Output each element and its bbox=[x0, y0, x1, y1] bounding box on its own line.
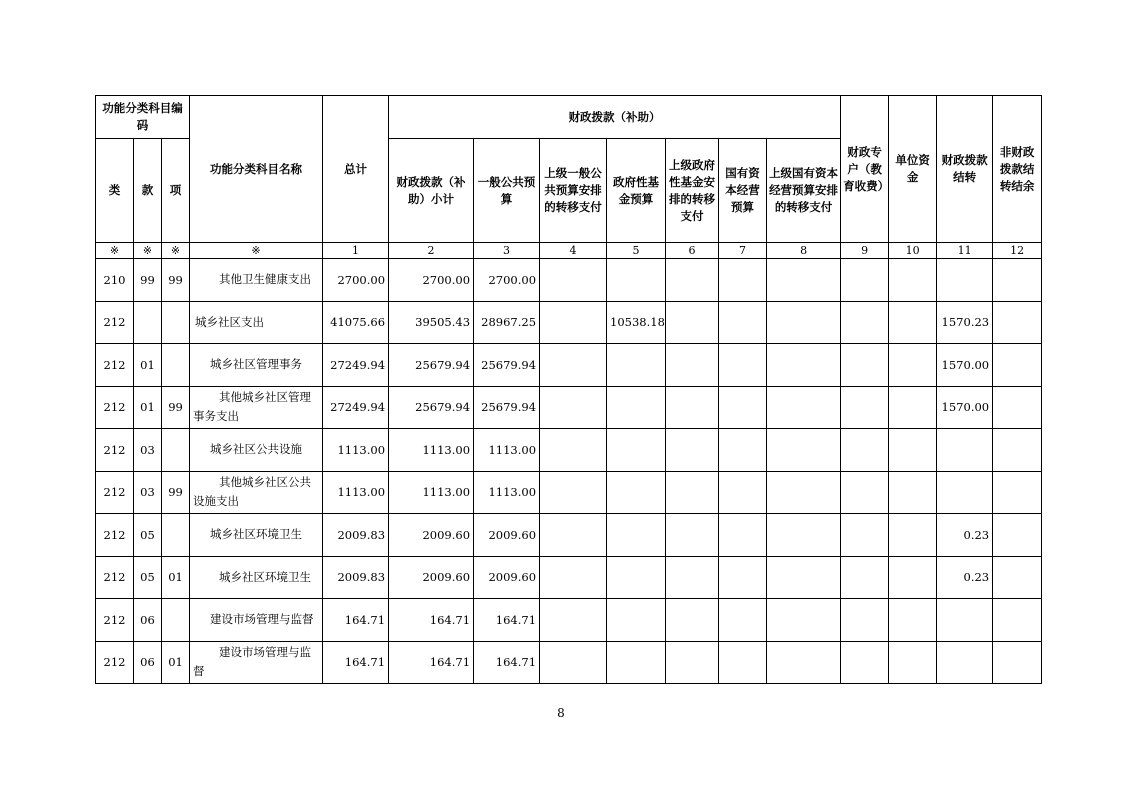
cell-name: 其他卫生健康支出 bbox=[190, 259, 323, 302]
column-number-cell: ※ bbox=[134, 243, 162, 259]
cell-c8 bbox=[767, 556, 841, 599]
cell-xiang: 99 bbox=[162, 259, 190, 302]
cell-xiang: 01 bbox=[162, 641, 190, 684]
cell-kuan: 06 bbox=[134, 641, 162, 684]
cell-fiscal-subtotal: 25679.94 bbox=[389, 344, 474, 387]
cell-c6 bbox=[666, 514, 719, 557]
cell-c10 bbox=[889, 344, 937, 387]
table-row bbox=[96, 641, 1042, 684]
cell-c8 bbox=[767, 301, 841, 344]
cell-gov-fund: 10538.18 bbox=[607, 301, 666, 344]
cell-c6 bbox=[666, 599, 719, 642]
cell-c9 bbox=[841, 301, 889, 344]
column-number-cell: 1 bbox=[323, 243, 389, 259]
cell-name: 城乡社区支出 bbox=[190, 301, 323, 344]
cell-c10 bbox=[889, 641, 937, 684]
cell-fiscal-carryover: 1570.23 bbox=[937, 301, 993, 344]
header-col9: 财政专户（教育收费） bbox=[841, 96, 889, 243]
cell-xiang bbox=[162, 429, 190, 472]
cell-lei: 212 bbox=[96, 514, 134, 557]
cell-fiscal-carryover: 1570.00 bbox=[937, 386, 993, 429]
table-body bbox=[96, 259, 1042, 684]
cell-gov-fund bbox=[607, 386, 666, 429]
cell-c12 bbox=[993, 259, 1042, 302]
cell-total: 164.71 bbox=[323, 599, 389, 642]
cell-general-budget: 1113.00 bbox=[474, 471, 540, 514]
cell-c8 bbox=[767, 344, 841, 387]
header-col7: 国有资本经营预算 bbox=[719, 139, 767, 243]
cell-fiscal-subtotal: 25679.94 bbox=[389, 386, 474, 429]
cell-total: 1113.00 bbox=[323, 429, 389, 472]
cell-c7 bbox=[719, 301, 767, 344]
cell-fiscal-carryover bbox=[937, 599, 993, 642]
cell-c12 bbox=[993, 514, 1042, 557]
table-row bbox=[96, 471, 1042, 514]
header-col5: 政府性基金预算 bbox=[607, 139, 666, 243]
cell-kuan: 03 bbox=[134, 429, 162, 472]
cell-c4 bbox=[540, 514, 607, 557]
cell-c12 bbox=[993, 556, 1042, 599]
table-row bbox=[96, 514, 1042, 557]
header-col3: 一般公共预算 bbox=[474, 139, 540, 243]
cell-kuan: 05 bbox=[134, 556, 162, 599]
cell-c12 bbox=[993, 599, 1042, 642]
cell-c10 bbox=[889, 471, 937, 514]
cell-c9 bbox=[841, 386, 889, 429]
cell-c4 bbox=[540, 344, 607, 387]
column-number-cell: 8 bbox=[767, 243, 841, 259]
cell-gov-fund bbox=[607, 514, 666, 557]
cell-xiang: 99 bbox=[162, 471, 190, 514]
cell-c10 bbox=[889, 556, 937, 599]
header-total: 总计 bbox=[323, 96, 389, 243]
header-func-code: 功能分类科目编码 bbox=[96, 96, 190, 139]
cell-kuan: 06 bbox=[134, 599, 162, 642]
header-func-name: 功能分类科目名称 bbox=[190, 96, 323, 243]
cell-fiscal-subtotal: 164.71 bbox=[389, 599, 474, 642]
cell-c4 bbox=[540, 641, 607, 684]
column-number-cell: ※ bbox=[96, 243, 134, 259]
cell-lei: 212 bbox=[96, 386, 134, 429]
cell-kuan: 01 bbox=[134, 344, 162, 387]
cell-c6 bbox=[666, 386, 719, 429]
cell-c7 bbox=[719, 429, 767, 472]
cell-c10 bbox=[889, 259, 937, 302]
table-row bbox=[96, 429, 1042, 472]
cell-lei: 212 bbox=[96, 599, 134, 642]
header-col10: 单位资金 bbox=[889, 96, 937, 243]
cell-gov-fund bbox=[607, 429, 666, 472]
cell-c6 bbox=[666, 344, 719, 387]
cell-c4 bbox=[540, 429, 607, 472]
cell-lei: 212 bbox=[96, 344, 134, 387]
cell-fiscal-subtotal: 2009.60 bbox=[389, 556, 474, 599]
cell-xiang bbox=[162, 301, 190, 344]
cell-c8 bbox=[767, 386, 841, 429]
cell-xiang bbox=[162, 344, 190, 387]
cell-c9 bbox=[841, 471, 889, 514]
cell-c6 bbox=[666, 429, 719, 472]
cell-c12 bbox=[993, 301, 1042, 344]
cell-kuan: 01 bbox=[134, 386, 162, 429]
cell-c4 bbox=[540, 386, 607, 429]
column-number-cell: ※ bbox=[190, 243, 323, 259]
cell-c12 bbox=[993, 471, 1042, 514]
cell-lei: 212 bbox=[96, 429, 134, 472]
header-xiang: 项 bbox=[162, 139, 190, 243]
cell-gov-fund bbox=[607, 641, 666, 684]
cell-fiscal-carryover: 0.23 bbox=[937, 514, 993, 557]
cell-c10 bbox=[889, 514, 937, 557]
cell-lei: 212 bbox=[96, 556, 134, 599]
header-col4: 上级一般公共预算安排的转移支付 bbox=[540, 139, 607, 243]
cell-c8 bbox=[767, 599, 841, 642]
cell-general-budget: 25679.94 bbox=[474, 344, 540, 387]
cell-total: 41075.66 bbox=[323, 301, 389, 344]
cell-c12 bbox=[993, 344, 1042, 387]
cell-kuan: 99 bbox=[134, 259, 162, 302]
cell-gov-fund bbox=[607, 599, 666, 642]
cell-c7 bbox=[719, 514, 767, 557]
cell-name: 城乡社区环境卫生 bbox=[190, 514, 323, 557]
column-number-cell: 11 bbox=[937, 243, 993, 259]
cell-fiscal-carryover bbox=[937, 259, 993, 302]
cell-kuan bbox=[134, 301, 162, 344]
cell-c9 bbox=[841, 429, 889, 472]
column-number-cell: 7 bbox=[719, 243, 767, 259]
column-number-cell: 5 bbox=[607, 243, 666, 259]
cell-c8 bbox=[767, 259, 841, 302]
column-number-row bbox=[96, 243, 1042, 259]
cell-general-budget: 164.71 bbox=[474, 641, 540, 684]
cell-c4 bbox=[540, 599, 607, 642]
cell-gov-fund bbox=[607, 344, 666, 387]
cell-c4 bbox=[540, 556, 607, 599]
table-row bbox=[96, 556, 1042, 599]
budget-expenditure-table bbox=[95, 95, 1042, 684]
cell-general-budget: 25679.94 bbox=[474, 386, 540, 429]
header-col2: 财政拨款（补助）小计 bbox=[389, 139, 474, 243]
cell-c12 bbox=[993, 429, 1042, 472]
cell-c10 bbox=[889, 301, 937, 344]
cell-xiang: 01 bbox=[162, 556, 190, 599]
column-number-cell: 9 bbox=[841, 243, 889, 259]
cell-total: 1113.00 bbox=[323, 471, 389, 514]
cell-xiang bbox=[162, 599, 190, 642]
cell-c9 bbox=[841, 641, 889, 684]
cell-general-budget: 28967.25 bbox=[474, 301, 540, 344]
cell-c8 bbox=[767, 471, 841, 514]
cell-c7 bbox=[719, 259, 767, 302]
cell-c8 bbox=[767, 429, 841, 472]
cell-fiscal-carryover: 0.23 bbox=[937, 556, 993, 599]
cell-total: 27249.94 bbox=[323, 386, 389, 429]
cell-c12 bbox=[993, 641, 1042, 684]
cell-total: 27249.94 bbox=[323, 344, 389, 387]
cell-c6 bbox=[666, 556, 719, 599]
cell-c7 bbox=[719, 556, 767, 599]
header-col12: 非财政拨款结转结余 bbox=[993, 96, 1042, 243]
cell-c4 bbox=[540, 259, 607, 302]
page-number: 8 bbox=[557, 706, 565, 720]
cell-lei: 212 bbox=[96, 641, 134, 684]
cell-c9 bbox=[841, 344, 889, 387]
header-col6: 上级政府性基金安排的转移支付 bbox=[666, 139, 719, 243]
column-number-cell: ※ bbox=[162, 243, 190, 259]
header-row-1 bbox=[96, 96, 1042, 139]
cell-fiscal-subtotal: 39505.43 bbox=[389, 301, 474, 344]
cell-c6 bbox=[666, 259, 719, 302]
cell-c9 bbox=[841, 599, 889, 642]
cell-general-budget: 2009.60 bbox=[474, 514, 540, 557]
cell-name: 建设市场管理与监督 bbox=[190, 599, 323, 642]
cell-total: 2700.00 bbox=[323, 259, 389, 302]
column-number-cell: 2 bbox=[389, 243, 474, 259]
cell-c8 bbox=[767, 641, 841, 684]
cell-total: 2009.83 bbox=[323, 514, 389, 557]
cell-lei: 212 bbox=[96, 301, 134, 344]
cell-c12 bbox=[993, 386, 1042, 429]
cell-xiang bbox=[162, 514, 190, 557]
cell-c7 bbox=[719, 599, 767, 642]
cell-c9 bbox=[841, 556, 889, 599]
cell-fiscal-carryover bbox=[937, 471, 993, 514]
cell-fiscal-subtotal: 2700.00 bbox=[389, 259, 474, 302]
cell-fiscal-subtotal: 164.71 bbox=[389, 641, 474, 684]
table-row bbox=[96, 344, 1042, 387]
cell-xiang: 99 bbox=[162, 386, 190, 429]
cell-c10 bbox=[889, 386, 937, 429]
cell-name: 其他城乡社区公共设施支出 bbox=[190, 471, 323, 514]
cell-c4 bbox=[540, 471, 607, 514]
cell-kuan: 03 bbox=[134, 471, 162, 514]
cell-c6 bbox=[666, 471, 719, 514]
cell-name: 城乡社区公共设施 bbox=[190, 429, 323, 472]
cell-c6 bbox=[666, 641, 719, 684]
column-number-cell: 4 bbox=[540, 243, 607, 259]
header-fiscal-group: 财政拨款（补助） bbox=[389, 96, 841, 139]
cell-fiscal-subtotal: 1113.00 bbox=[389, 429, 474, 472]
header-kuan: 款 bbox=[134, 139, 162, 243]
column-number-cell: 10 bbox=[889, 243, 937, 259]
cell-name: 城乡社区环境卫生 bbox=[190, 556, 323, 599]
cell-name: 城乡社区管理事务 bbox=[190, 344, 323, 387]
cell-gov-fund bbox=[607, 259, 666, 302]
cell-lei: 212 bbox=[96, 471, 134, 514]
cell-name: 建设市场管理与监督 bbox=[190, 641, 323, 684]
cell-c8 bbox=[767, 514, 841, 557]
table-row bbox=[96, 259, 1042, 302]
cell-total: 2009.83 bbox=[323, 556, 389, 599]
cell-fiscal-carryover bbox=[937, 641, 993, 684]
cell-c7 bbox=[719, 641, 767, 684]
cell-general-budget: 1113.00 bbox=[474, 429, 540, 472]
column-number-cell: 12 bbox=[993, 243, 1042, 259]
cell-total: 164.71 bbox=[323, 641, 389, 684]
column-number-cell: 3 bbox=[474, 243, 540, 259]
cell-gov-fund bbox=[607, 471, 666, 514]
cell-general-budget: 2700.00 bbox=[474, 259, 540, 302]
cell-fiscal-subtotal: 1113.00 bbox=[389, 471, 474, 514]
table-row bbox=[96, 301, 1042, 344]
header-col8: 上级国有资本经营预算安排的转移支付 bbox=[767, 139, 841, 243]
cell-c6 bbox=[666, 301, 719, 344]
cell-c9 bbox=[841, 259, 889, 302]
table-row bbox=[96, 386, 1042, 429]
column-number-cell: 6 bbox=[666, 243, 719, 259]
table-row bbox=[96, 599, 1042, 642]
cell-fiscal-subtotal: 2009.60 bbox=[389, 514, 474, 557]
cell-c7 bbox=[719, 386, 767, 429]
cell-c4 bbox=[540, 301, 607, 344]
cell-c7 bbox=[719, 471, 767, 514]
header-lei: 类 bbox=[96, 139, 134, 243]
cell-kuan: 05 bbox=[134, 514, 162, 557]
cell-fiscal-carryover: 1570.00 bbox=[937, 344, 993, 387]
cell-c9 bbox=[841, 514, 889, 557]
cell-c10 bbox=[889, 599, 937, 642]
cell-general-budget: 164.71 bbox=[474, 599, 540, 642]
cell-lei: 210 bbox=[96, 259, 134, 302]
header-col11: 财政拨款结转 bbox=[937, 96, 993, 243]
cell-c10 bbox=[889, 429, 937, 472]
cell-gov-fund bbox=[607, 556, 666, 599]
cell-fiscal-carryover bbox=[937, 429, 993, 472]
cell-name: 其他城乡社区管理事务支出 bbox=[190, 386, 323, 429]
cell-c7 bbox=[719, 344, 767, 387]
cell-general-budget: 2009.60 bbox=[474, 556, 540, 599]
